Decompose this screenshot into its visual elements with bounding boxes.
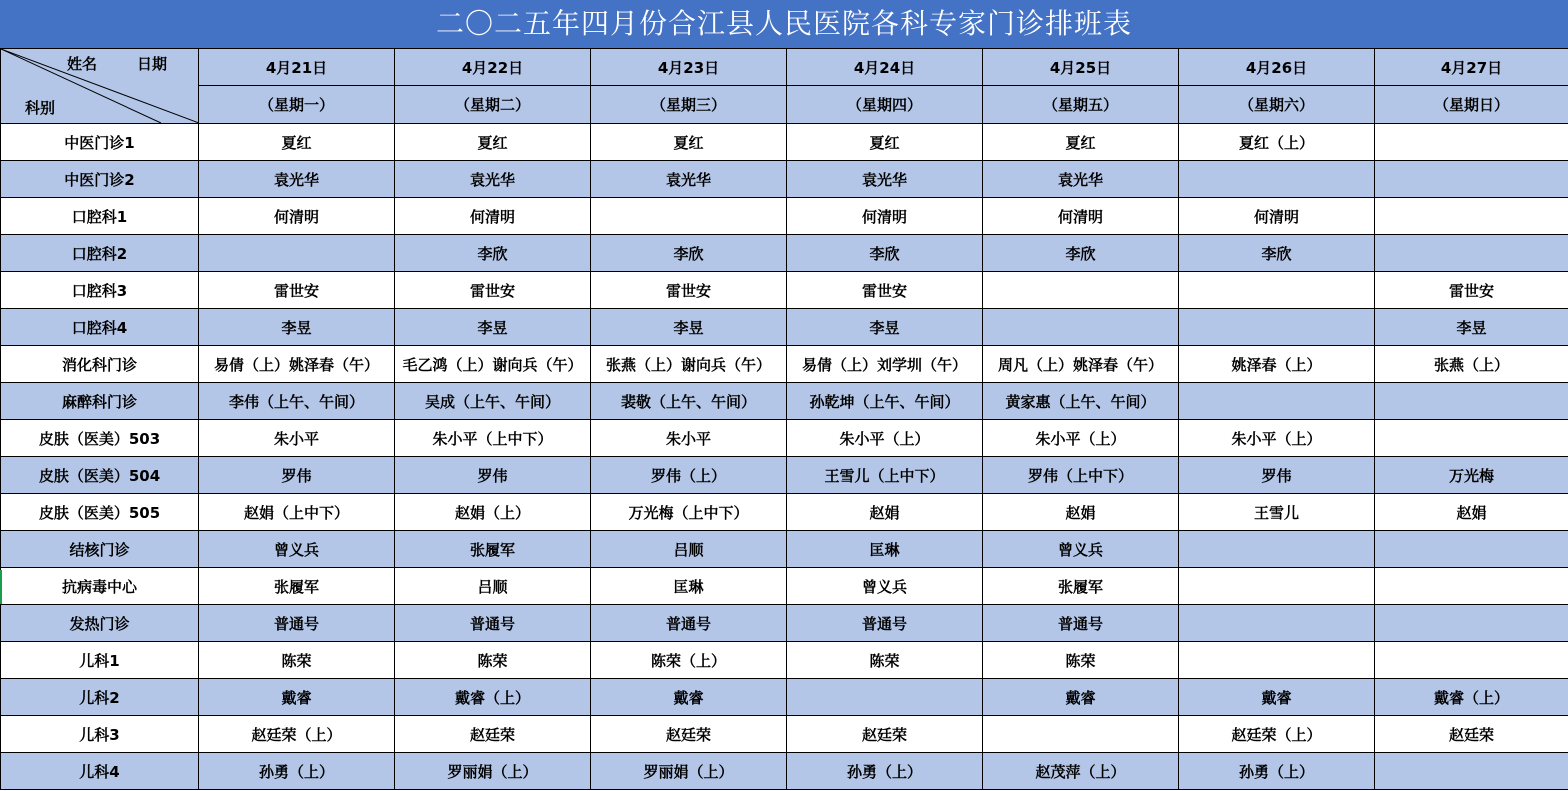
schedule-cell[interactable] [1375,383,1568,420]
schedule-cell[interactable]: 姚泽春（上） [1179,346,1375,383]
schedule-cell[interactable]: 周凡（上）姚泽春（午） [983,346,1179,383]
weekday-cell: （星期五） [983,86,1179,124]
schedule-cell[interactable]: 李昱 [787,309,983,346]
table-row [1,420,1568,457]
table-row [1,605,1568,642]
table-row [1,235,1568,272]
schedule-cell[interactable]: 孙乾坤（上午、午间） [787,383,983,420]
schedule-cell[interactable]: 普通号 [591,605,787,642]
schedule-cell[interactable]: 李昱 [199,309,395,346]
table-row [1,457,1568,494]
schedule-cell[interactable] [1179,642,1375,679]
date-cell: 4月27日 [1375,49,1568,86]
schedule-cell[interactable] [983,716,1179,753]
schedule-cell[interactable]: 曾义兵 [983,531,1179,568]
schedule-cell[interactable]: 吕顺 [395,568,591,605]
schedule-cell[interactable]: 朱小平（上中下） [395,420,591,457]
department-cell[interactable]: 结核门诊 [1,531,199,568]
schedule-cell[interactable]: 戴睿（上） [1375,679,1568,716]
schedule-cell[interactable]: 雷世安 [591,272,787,309]
schedule-cell[interactable]: 李欣 [1179,235,1375,272]
schedule-cell[interactable]: 袁光华 [591,161,787,198]
schedule-cell[interactable]: 朱小平 [199,420,395,457]
schedule-cell[interactable] [1375,420,1568,457]
schedule-cell[interactable] [1179,568,1375,605]
department-cell[interactable]: 抗病毒中心 [1,568,199,605]
table-row [1,568,1568,605]
department-cell[interactable]: 皮肤（医美）503 [1,420,199,457]
date-cell: 4月23日 [591,49,787,86]
schedule-cell[interactable]: 王雪儿（上中下） [787,457,983,494]
schedule-cell[interactable]: 夏红 [395,124,591,161]
schedule-cell[interactable]: 赵廷荣 [395,716,591,753]
schedule-cell[interactable]: 张履军 [395,531,591,568]
schedule-cell[interactable]: 王雪儿 [1179,494,1375,531]
schedule-cell[interactable]: 戴睿 [1179,679,1375,716]
schedule-cell[interactable]: 易倩（上）刘学圳（午） [787,346,983,383]
schedule-cell[interactable]: 朱小平（上） [1179,420,1375,457]
schedule-cell[interactable]: 何清明 [787,198,983,235]
schedule-cell[interactable] [983,309,1179,346]
department-cell[interactable]: 儿科3 [1,716,199,753]
header-date-row [1,49,1568,86]
weekday-cell: （星期一） [199,86,395,124]
table-row [1,642,1568,679]
schedule-cell[interactable] [1375,605,1568,642]
department-cell[interactable]: 中医门诊1 [1,124,199,161]
schedule-cell[interactable]: 李伟（上午、午间） [199,383,395,420]
schedule-cell[interactable] [1375,568,1568,605]
schedule-cell[interactable]: 张履军 [983,568,1179,605]
schedule-cell[interactable]: 孙勇（上） [787,753,983,790]
schedule-cell[interactable]: 何清明 [395,198,591,235]
schedule-cell[interactable] [1375,531,1568,568]
schedule-cell[interactable]: 李昱 [591,309,787,346]
schedule-cell[interactable]: 戴睿 [591,679,787,716]
schedule-cell[interactable]: 普通号 [395,605,591,642]
schedule-cell[interactable]: 赵娟（上中下） [199,494,395,531]
department-cell[interactable]: 口腔科3 [1,272,199,309]
table-row [1,161,1568,198]
schedule-cell[interactable]: 罗伟 [199,457,395,494]
schedule-cell[interactable]: 万光梅 [1375,457,1568,494]
schedule-cell[interactable]: 夏红 [199,124,395,161]
schedule-cell[interactable]: 赵茂萍（上） [983,753,1179,790]
schedule-cell[interactable]: 李欣 [983,235,1179,272]
schedule-cell[interactable]: 张燕（上） [1375,346,1568,383]
corner-header-cell [1,49,199,124]
schedule-cell[interactable]: 朱小平 [591,420,787,457]
schedule-cell[interactable]: 夏红 [787,124,983,161]
schedule-cell[interactable]: 雷世安 [1375,272,1568,309]
schedule-cell[interactable]: 孙勇（上） [199,753,395,790]
schedule-cell[interactable]: 罗伟（上中下） [983,457,1179,494]
table-row [1,494,1568,531]
schedule-cell[interactable]: 何清明 [983,198,1179,235]
table-row [1,716,1568,753]
date-cell: 4月21日 [199,49,395,86]
department-cell[interactable]: 口腔科2 [1,235,199,272]
schedule-cell[interactable]: 普通号 [787,605,983,642]
schedule-cell[interactable]: 易倩（上）姚泽春（午） [199,346,395,383]
department-cell[interactable]: 皮肤（医美）505 [1,494,199,531]
table-row [1,309,1568,346]
schedule-cell[interactable]: 李昱 [395,309,591,346]
cell-cursor-marker [0,570,2,604]
schedule-cell[interactable] [1179,383,1375,420]
schedule-cell[interactable]: 罗伟 [395,457,591,494]
schedule-cell[interactable]: 孙勇（上） [1179,753,1375,790]
schedule-cell[interactable] [1375,161,1568,198]
schedule-cell[interactable]: 李欣 [395,235,591,272]
schedule-cell[interactable]: 曾义兵 [199,531,395,568]
schedule-cell[interactable]: 夏红 [983,124,1179,161]
schedule-cell[interactable]: 张燕（上）谢向兵（午） [591,346,787,383]
schedule-cell[interactable]: 袁光华 [199,161,395,198]
schedule-cell[interactable]: 匡琳 [787,531,983,568]
schedule-cell[interactable]: 罗丽娟（上） [591,753,787,790]
schedule-cell[interactable]: 陈荣 [983,642,1179,679]
schedule-cell[interactable] [983,272,1179,309]
schedule-cell[interactable]: 何清明 [199,198,395,235]
schedule-cell[interactable]: 李昱 [1375,309,1568,346]
department-cell[interactable]: 消化科门诊 [1,346,199,383]
schedule-cell[interactable]: 赵娟 [983,494,1179,531]
table-row [1,531,1568,568]
schedule-cell[interactable]: 曾义兵 [787,568,983,605]
schedule-cell[interactable]: 裴敬（上午、午间） [591,383,787,420]
schedule-cell[interactable]: 赵廷荣 [1375,716,1568,753]
schedule-cell[interactable]: 吕顺 [591,531,787,568]
schedule-cell[interactable]: 戴睿 [199,679,395,716]
date-cell: 4月25日 [983,49,1179,86]
schedule-cell[interactable]: 夏红（上） [1179,124,1375,161]
weekday-cell: （星期二） [395,86,591,124]
schedule-cell[interactable] [1179,272,1375,309]
schedule-cell[interactable] [199,235,395,272]
schedule-cell[interactable]: 赵娟 [787,494,983,531]
department-cell[interactable]: 发热门诊 [1,605,199,642]
schedule-cell[interactable] [1375,124,1568,161]
table-row [1,383,1568,420]
table-row [1,679,1568,716]
schedule-cell[interactable]: 匡琳 [591,568,787,605]
weekday-cell: （星期日） [1375,86,1568,124]
schedule-cell[interactable]: 夏红 [591,124,787,161]
schedule-cell[interactable] [591,198,787,235]
department-cell[interactable]: 儿科2 [1,679,199,716]
schedule-cell[interactable] [1375,642,1568,679]
schedule-cell[interactable]: 雷世安 [199,272,395,309]
schedule-cell[interactable]: 普通号 [199,605,395,642]
department-cell[interactable]: 口腔科1 [1,198,199,235]
schedule-cell[interactable]: 朱小平（上） [787,420,983,457]
corner-dept-label: 科别 [25,99,56,117]
schedule-cell[interactable]: 赵廷荣（上） [1179,716,1375,753]
weekday-cell: （星期四） [787,86,983,124]
schedule-cell[interactable]: 朱小平（上） [983,420,1179,457]
department-cell[interactable]: 口腔科4 [1,309,199,346]
schedule-cell[interactable]: 袁光华 [983,161,1179,198]
schedule-cell[interactable]: 张履军 [199,568,395,605]
corner-name-label: 姓名 [67,55,98,73]
schedule-cell[interactable]: 罗丽娟（上） [395,753,591,790]
department-cell[interactable]: 儿科1 [1,642,199,679]
header-weekday-row [1,86,1568,124]
date-cell: 4月24日 [787,49,983,86]
date-cell: 4月22日 [395,49,591,86]
schedule-cell[interactable]: 黄家惠（上午、午间） [983,383,1179,420]
schedule-cell[interactable]: 陈荣 [787,642,983,679]
table-row [1,272,1568,309]
weekday-cell: （星期六） [1179,86,1375,124]
schedule-cell[interactable]: 赵廷荣 [787,716,983,753]
schedule-cell[interactable]: 毛乙鸿（上）谢向兵（午） [395,346,591,383]
department-cell[interactable]: 麻醉科门诊 [1,383,199,420]
table-row [1,346,1568,383]
schedule-cell[interactable]: 陈荣（上） [591,642,787,679]
schedule-cell[interactable]: 袁光华 [395,161,591,198]
sheet-title: 二〇二五年四月份合江县人民医院各科专家门诊排班表 [0,0,1568,49]
department-cell[interactable]: 儿科4 [1,753,199,790]
weekday-cell: （星期三） [591,86,787,124]
schedule-cell[interactable]: 罗伟 [1179,457,1375,494]
schedule-cell[interactable] [1179,531,1375,568]
date-cell: 4月26日 [1179,49,1375,86]
schedule-cell[interactable]: 何清明 [1179,198,1375,235]
table-row [1,124,1568,161]
schedule-cell[interactable]: 雷世安 [787,272,983,309]
schedule-cell[interactable] [1179,161,1375,198]
schedule-cell[interactable] [1375,198,1568,235]
schedule-cell[interactable]: 李欣 [591,235,787,272]
schedule-cell[interactable] [1179,605,1375,642]
corner-date-label: 日期 [137,55,168,73]
table-row [1,753,1568,790]
schedule-cell[interactable]: 万光梅（上中下） [591,494,787,531]
department-cell[interactable]: 皮肤（医美）504 [1,457,199,494]
department-cell[interactable]: 中医门诊2 [1,161,199,198]
schedule-cell[interactable]: 赵娟（上） [395,494,591,531]
schedule-cell[interactable]: 李欣 [787,235,983,272]
schedule-cell[interactable]: 陈荣 [199,642,395,679]
schedule-cell[interactable]: 普通号 [983,605,1179,642]
schedule-cell[interactable]: 陈荣 [395,642,591,679]
schedule-cell[interactable]: 戴睿 [983,679,1179,716]
schedule-cell[interactable] [1179,309,1375,346]
schedule-cell[interactable] [787,679,983,716]
schedule-cell[interactable]: 雷世安 [395,272,591,309]
schedule-cell[interactable] [1375,753,1568,790]
schedule-cell[interactable]: 罗伟（上） [591,457,787,494]
schedule-cell[interactable]: 赵廷荣 [591,716,787,753]
schedule-cell[interactable]: 赵廷荣（上） [199,716,395,753]
schedule-cell[interactable]: 吴成（上午、午间） [395,383,591,420]
table-row [1,198,1568,235]
schedule-cell[interactable]: 袁光华 [787,161,983,198]
schedule-table [0,48,1568,790]
schedule-cell[interactable]: 赵娟 [1375,494,1568,531]
schedule-cell[interactable] [1375,235,1568,272]
schedule-cell[interactable]: 戴睿（上） [395,679,591,716]
